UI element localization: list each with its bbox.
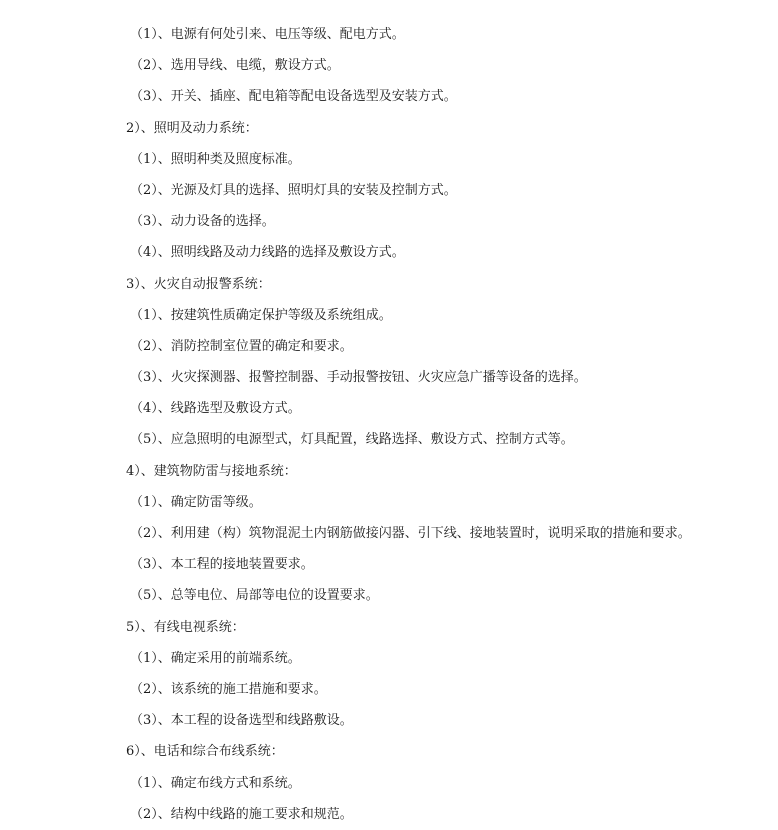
document-body (0, 19, 778, 830)
list-item: （1）、电源有何处引来、电压等级、配电方式。 (130, 27, 405, 42)
list-item: （2）、选用导线、电缆，敷设方式。 (130, 58, 340, 74)
list-item: （4）、线路选型及敷设方式。 (130, 401, 301, 417)
section-heading: 2）、照明及动力系统： (126, 120, 258, 136)
list-item: （3）、本工程的接地装置要求。 (130, 557, 314, 573)
section-heading: 5）、有线电视系统： (126, 619, 245, 635)
list-item: （1）、按建筑性质确定保护等级及系统组成。 (130, 307, 392, 323)
list-item: （1）、确定防雷等级。 (130, 494, 262, 510)
list-item: （4）、照明线路及动力线路的选择及敷设方式。 (130, 245, 405, 261)
list-item: （1）、照明种类及照度标准。 (130, 151, 301, 167)
list-item: （1）、确定采用的前端系统。 (130, 650, 301, 666)
list-item: （2）、消防控制室位置的确定和要求。 (130, 338, 353, 354)
section-heading: 6）、电话和综合布线系统： (126, 744, 284, 760)
section-heading: 3）、火灾自动报警系统： (126, 276, 271, 292)
list-item: （3）、动力设备的选择。 (130, 214, 275, 230)
list-item: （3）、开关、插座、配电箱等配电设备选型及安装方式。 (130, 89, 457, 105)
list-item: （1）、确定布线方式和系统。 (130, 775, 301, 791)
list-item: （3）、本工程的设备选型和线路敷设。 (130, 713, 353, 729)
list-item: （2）、光源及灯具的选择、照明灯具的安装及控制方式。 (130, 182, 457, 198)
list-item: （5）、总等电位、局部等电位的设置要求。 (130, 588, 379, 604)
list-item: （5）、应急照明的电源型式，灯具配置，线路选择、敷设方式、控制方式等。 (130, 432, 574, 448)
section-heading: 4）、建筑物防雷与接地系统： (126, 463, 297, 479)
list-item: （2）、利用建（构）筑物混泥土内钢筋做接闪器、引下线、接地装置时，说明采取的措施和要求。 (130, 526, 691, 541)
list-item: （2）、结构中线路的施工要求和规范。 (130, 806, 353, 822)
list-item: （2）、该系统的施工措施和要求。 (130, 681, 327, 697)
list-item: （3）、火灾探测器、报警控制器、手动报警按钮、火灾应急广播等设备的选择。 (130, 370, 587, 386)
